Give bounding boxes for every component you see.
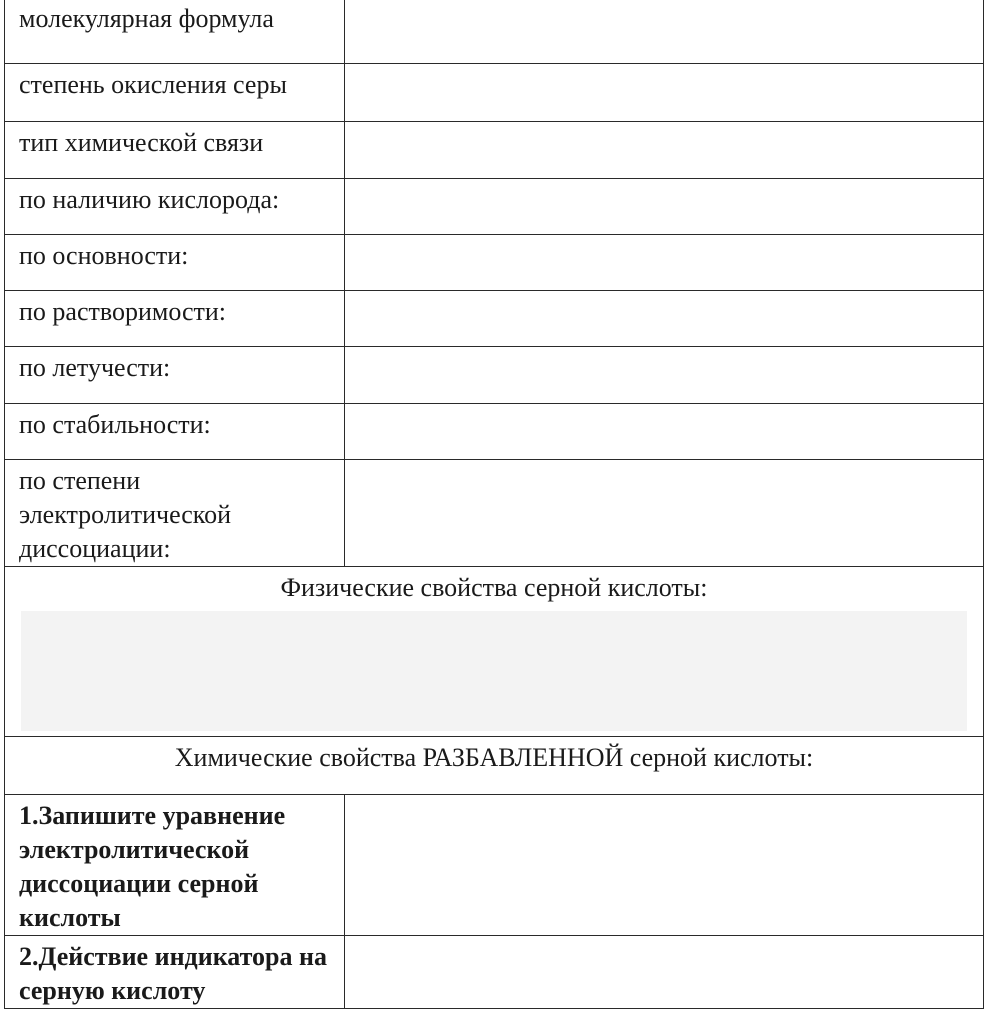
- section-physical-properties[interactable]: [5, 567, 984, 737]
- answer-cell-bond-type[interactable]: [345, 122, 984, 179]
- answer-cell-indicator-action[interactable]: [345, 936, 984, 1009]
- task-label-indicator-action: 2.Действие индикатора на серную кислоту: [5, 936, 345, 1009]
- answer-cell-basicity[interactable]: [345, 235, 984, 291]
- table-row: [5, 460, 984, 567]
- table-row: [5, 795, 984, 936]
- table-row: [5, 347, 984, 404]
- answer-cell-dissociation-degree[interactable]: [345, 460, 984, 567]
- section-row-chemical: [5, 737, 984, 795]
- table-row: [5, 179, 984, 235]
- row-label-oxygen-content: по наличию кислорода:: [5, 179, 345, 235]
- table-row: [5, 291, 984, 347]
- table-row: [5, 404, 984, 460]
- row-label-solubility: по растворимости:: [5, 291, 345, 347]
- properties-table: [4, 0, 984, 1009]
- row-label-volatility: по летучести:: [5, 347, 345, 404]
- answer-cell-volatility[interactable]: [345, 347, 984, 404]
- table-row: [5, 64, 984, 122]
- answer-cell-dissociation-equation[interactable]: [345, 795, 984, 936]
- answer-cell-oxygen-content[interactable]: [345, 179, 984, 235]
- answer-cell-molecular-formula[interactable]: [345, 0, 984, 64]
- answer-cell-oxidation-state[interactable]: [345, 64, 984, 122]
- row-label-molecular-formula: молекулярная формула: [5, 0, 345, 64]
- row-label-stability: по стабильности:: [5, 404, 345, 460]
- row-label-basicity: по основности:: [5, 235, 345, 291]
- table-row: [5, 0, 984, 64]
- row-label-bond-type: тип химической связи: [5, 122, 345, 179]
- table-row: [5, 122, 984, 179]
- section-heading-physical: Физические свойства серной кислоты:: [280, 573, 708, 602]
- section-row-physical: [5, 567, 984, 737]
- table-row: [5, 235, 984, 291]
- task-label-dissociation-equation: 1.Запишите уравнение электролитической диссоциации серной кислоты: [5, 795, 345, 936]
- row-label-oxidation-state: степень окисления серы: [5, 64, 345, 122]
- answer-cell-stability[interactable]: [345, 404, 984, 460]
- row-label-dissociation-degree: по степени электролитической диссоциации:: [5, 460, 345, 567]
- answer-cell-solubility[interactable]: [345, 291, 984, 347]
- table-row: [5, 936, 984, 1009]
- section-heading-chemical: Химические свойства РАЗБАВЛЕННОЙ серной кислоты:: [5, 737, 984, 795]
